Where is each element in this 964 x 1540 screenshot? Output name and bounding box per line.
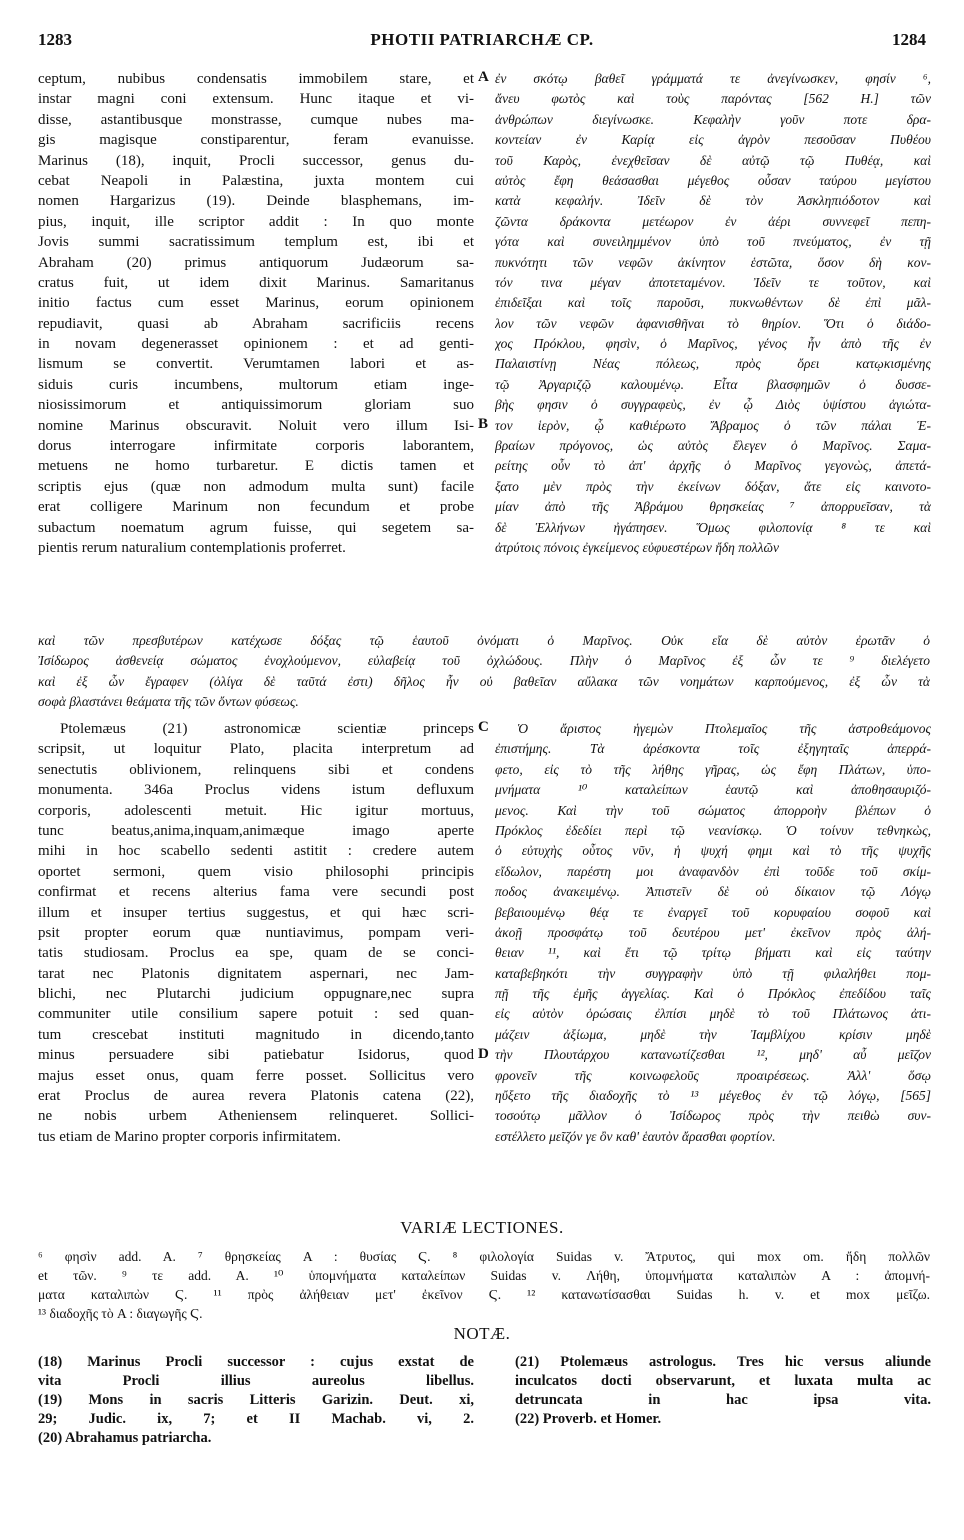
left-page-number: 1283 xyxy=(38,30,72,49)
text-line: repudiavit, quasi ab Abraham sacrificiis recens xyxy=(38,315,474,332)
text-line: disse, astantibusque monstrasse, cumque nubes ma- xyxy=(38,111,474,128)
text-line: κατὰ κεφαλήν. Ἰδεῖν δὲ τὸν Ἀσκληπιόδοτον καὶ xyxy=(495,193,931,209)
variant-reading-line: ⁶ φησὶν add. A. ⁷ θρησκείας A : θυσίας Ϛ. ⁸ φιλολογία Suidas v. Ἄτρυτος, qui mox om. ἤδη πολλῶν xyxy=(38,1249,930,1264)
text-line: ne nobis urbem Atheniensem relinqueret. Sollici- xyxy=(38,1108,474,1125)
text-line: μνήματα ¹⁰ καταλείπων ἑαυτῷ καὶ ἀποθησαυριζό- xyxy=(495,782,931,798)
text-line: siduis curis incumbens, multorum etiam inge- xyxy=(38,376,474,393)
text-line: Πρόκλος ἐδεδίει περὶ τῷ νεανίσκῳ. Ὁ τοίνυν τεθνηκὼς, xyxy=(495,822,931,838)
text-line: τῷ Ἀργαριζῷ καλουμένῳ. Εἶτα βλασφημῶν ὁ δυσσε- xyxy=(495,376,931,392)
text-line: monumenta. 346a Proclus videns istum defluxum xyxy=(38,782,474,799)
text-line: majus esset onus, quam ferre posset. Sollicitus vero xyxy=(38,1067,474,1084)
text-line: Παλαιστίνῃ Νέας πόλεως, πρὸς ὄρει κατῳκισμένης xyxy=(495,356,931,372)
text-line: πῇ τῆς ἐμῆς ἀγγελίας. Καὶ ὁ Πρόκλος ἐπεδίδου ταῖς xyxy=(495,986,931,1002)
text-line: λον τῶν νεφῶν ἀφανισθῆναι τὸ θηρίον. Ὅτι ὁ διάδο- xyxy=(495,315,931,331)
greek-column-bottom xyxy=(495,719,931,1147)
text-line: nomen Hargarizus (19). Deinde blasphemans, im- xyxy=(38,193,474,210)
greek-full-width-lines xyxy=(38,631,930,713)
text-line: Jovis summi sacratissimum templum est, ibi et xyxy=(38,234,474,251)
note-line: (20) Abrahamus patriarcha. xyxy=(38,1430,212,1446)
note-line: (18) Marinus Procli successor : cujus exstat de xyxy=(38,1354,474,1370)
text-line: καὶ τῶν πρεσβυτέρων κατέχωσε δόξας τῷ ἑαυτοῦ ὀνόματι ὁ Μαρῖνος. Οὐκ εἴα δὲ αὐτὸν ἐρωτᾶν ὁ xyxy=(38,633,930,648)
text-line: ζῶντα δράκοντα μετέωρον ἐν ἀέρι συννεφεῖ πεπη- xyxy=(495,213,931,229)
text-line: ἐν σκότῳ βαθεῖ γράμματά τε ἀνεγίνωσκεν, φησίν ⁶, xyxy=(495,71,931,86)
text-line: ἐπιδεῖξαι καὶ τοῖς παροῦσι, πυκνωθέντων δὲ ἐπὶ μᾶλ- xyxy=(495,295,931,311)
text-line: erat Proclus de aurea revera Platonis catena (22), xyxy=(38,1088,474,1105)
text-line: niosissimorum et antiquissimorum gloriam suo xyxy=(38,397,474,414)
text-line: minus persuadere sibi patiebatur Isidorus, quod xyxy=(38,1047,474,1064)
varia-lectiones-title: VARIÆ LECTIONES. xyxy=(400,1218,564,1237)
note-line: inculcatos docti observarunt, et luxata multa ac xyxy=(515,1373,931,1389)
text-line: illum et insuper tertius suggestus, et qui hæc scri- xyxy=(38,904,474,921)
text-line: psit propter eorum quæ nuntiavimus, pompam veri- xyxy=(38,924,474,941)
text-line: κοντείαν ἐν Καρίᾳ εἰς ἀγρὸν πεσοῦσαν Πυθέου xyxy=(495,132,931,148)
text-line: ρείτης οὖν τὸ ἀπ' ἀρχῆς ὁ Μαρῖνος γεγονὼς, ἀπετά- xyxy=(495,458,931,474)
variant-reading-line: et τῶν. ⁹ τε add. A. ¹⁰ ὑπομνήματα καταλείπων Suidas v. Λήθη, ὑπομνήματα καταλιπὼν A : ἀπομνή- xyxy=(38,1268,930,1283)
varia-lectiones xyxy=(38,1247,930,1323)
text-line: Ὁ ἄριστος ἡγεμὼν Πτολεμαῖος τῆς ἀστροθεάμονος xyxy=(517,721,931,736)
text-line: dorus interrogare infirmitate corporis laborantem, xyxy=(38,438,474,455)
text-line: tus etiam de Marino propter corporis infirmitatem. xyxy=(38,1128,341,1145)
text-line: tum crescebat instituti magnitudo in dicendo,tanto xyxy=(38,1026,474,1043)
note-line: vita Procli illius aureolus libellus. xyxy=(38,1373,474,1389)
text-line: confirmat et recens alterius fama vere secundi post xyxy=(38,884,474,901)
notae-title: NOTÆ. xyxy=(453,1324,511,1343)
text-line: pientis rerum naturalium contemplationis proferret. xyxy=(38,539,346,556)
text-line: τοῦ Καρὸς, ἐνεχθεῖσαν δὲ αὐτῷ τῷ Πυθέᾳ, καὶ xyxy=(495,152,931,168)
text-line: ξατο μὲν πρὸς τὴν ἐκείνων δόξαν, ἅτε εἰς καινοτο- xyxy=(495,478,931,494)
text-line: erat colligere Marinum non fecundum et probe xyxy=(38,499,474,516)
text-line: cebat Neapoli in Palæstina, juxta montem cui xyxy=(38,172,474,189)
text-line: εστέλλετο μεῖζόν γε ὂν καθ' ἑαυτὸν ἄρασθαι φορτίον. xyxy=(495,1128,776,1144)
variant-reading-line: ματα καταλιπὼν Ϛ. ¹¹ πρὸς ἀλήθειαν μετ' ἐκεῖνον Ϛ. ¹² κατανωτίσασθαι Suidas h. v. et mox μεῖζω. xyxy=(38,1287,930,1302)
text-line: instar magni coni extensum. Hunc itaque et vi- xyxy=(38,91,474,108)
note-line: detruncata in hac ipsa vita. xyxy=(515,1392,931,1408)
text-line: ἀκοῇ προσφάτῳ τοῦ δευτέρου μετ' ἐκεῖνον πρὸς ἀλή- xyxy=(495,924,931,940)
text-line: gis magisque constiparentur, feram evanuisse. xyxy=(38,132,474,149)
text-line: Abraham (20) primus antiquorum Judæorum sa- xyxy=(38,254,474,271)
text-line: δὲ Ἑλλήνων ἠγάπησεν. Ὅμως φιλοπονίᾳ ⁸ τε καὶ xyxy=(495,519,931,535)
text-line: εἰς αὐτὸν ὁρώσαις ἐλπίσι μηδὲ τὸ τοῦ Πλάτωνος ἀτι- xyxy=(495,1006,931,1022)
text-line: ἀτρύτοις πόνοις ἐγκείμενος εὐφυεστέρων ἤδη πολλῶν xyxy=(495,539,779,555)
text-line: μενος. Καὶ τὴν τοῦ σώματος ἀπορροὴν βλέπων ὁ xyxy=(495,802,931,818)
text-line: χος Πρόκλου, φησὶν, ὁ Μαρῖνος, γένος ἦν ἀπὸ τῆς ἐν xyxy=(495,336,931,352)
text-line: ποδος ἀνακειμένῳ. Ἀπιστεῖν δὲ οὐ δίκαιον τῷ Λόγῳ xyxy=(495,884,931,900)
latin-column-bottom xyxy=(38,719,474,1147)
text-line: tunc beatus,anima,inquam,animæque imago aperte xyxy=(38,822,474,839)
note-line: (21) Ptolemæus astrologus. Tres hic versus aliunde xyxy=(515,1354,931,1370)
text-line: senectutis oblivionem, relinquens sibi et condens xyxy=(38,761,474,778)
text-line: scriptis ejus (quæ non admodum multa sunt) facile xyxy=(38,478,474,495)
greek-column-top xyxy=(495,69,931,558)
text-line: in novam degenerasset opinionem : et ad genti- xyxy=(38,336,474,353)
text-line: βεβαιουμένῳ θέᾳ τε ἐναργεῖ τοῦ κορυφαίου σοφοῦ καὶ xyxy=(495,904,931,920)
text-line: pius, inquit, ille scriptor addit : In quo monte xyxy=(38,213,474,230)
text-line: μάζειν ἀξίωμα, μηδὲ τὴν Ἰαμβλίχου κρίσιν μηδὲ xyxy=(495,1026,931,1042)
text-line: τὴν Πλουτάρχου κατανωτίζεσθαι ¹², μηδ' αὖ μεῖζον xyxy=(495,1047,931,1063)
text-line: τοσούτῳ μᾶλλον ὁ Ἰσίδωρος πρὸς τὴν πειθὼ συν- xyxy=(495,1108,931,1124)
text-line: φετο, εἰς τὸ τῆς λήθης γῆρας, ὡς ἔφη Πλάτων, ὑπο- xyxy=(495,761,931,777)
text-line: σοφὰ βλαστάνει θεάματα τῆς τῶν ὄντων φύσεως. xyxy=(38,694,299,710)
text-line: εἴδωλον, παρέστη μοι ἀναφανδὸν ἐπὶ τοῦδε τοῦ σκίμ- xyxy=(495,863,931,879)
text-line: ἀνθρώπων διεγίνωσκε. Κεφαλὴν γοῦν ποτε δρα- xyxy=(495,111,931,127)
text-line: ceptum, nubibus condensatis immobilem stare, et xyxy=(38,71,474,87)
text-line: Marinus (18), inquit, Procli successor, genus du- xyxy=(38,152,474,169)
text-line: blichi, nec Plutarchi judicium oppugnare,nec supra xyxy=(38,986,474,1003)
text-line: nomine Marinus obscuravit. Noluit vero illum Isi- xyxy=(38,417,474,434)
text-line: τόν τινα μέγαν ἀποτεταμένον. Ἰδεῖν τε τοῦτον, καὶ xyxy=(495,274,931,290)
note-line: 29; Judic. ix, 7; et II Machab. vi, 2. xyxy=(38,1411,474,1427)
text-line: cratus fuit, ut idem dixit Marinus. Samaritanus xyxy=(38,274,474,291)
page-header xyxy=(38,30,926,56)
variant-reading-line: ¹³ διαδοχῆς τὸ A : διαγωγῆς Ϛ. xyxy=(38,1306,203,1321)
margin-marker-a: A xyxy=(478,69,489,85)
text-line: τον ἱερὸν, ᾧ καθιέρωτο Ἄβραμος ὁ τῶν πάλαι Ἑ- xyxy=(495,417,931,433)
text-line: βὴς φησιν ὁ συγγραφεὺς, ἐν ᾧ Διὸς ὑψίστου ἁγιώτα- xyxy=(495,397,931,413)
text-line: metuens ne homo turbaretur. E dictis tamen et xyxy=(38,458,474,475)
text-line: Ptolemæus (21) astronomicæ scientiæ princeps xyxy=(60,721,474,737)
notes-right-column xyxy=(515,1353,931,1429)
text-line: θειαν ¹¹, καὶ ἔτι τῷ τρίτῳ βήματι καὶ εἰς ταύτην xyxy=(495,945,931,961)
text-line: μίαν ἀπὸ τῆς Ἀβράμου θρησκείας ⁷ ἀπορρυεῖσαν, τὰ xyxy=(495,499,931,515)
margin-marker-b: B xyxy=(478,416,489,432)
text-line: tarat nec Platonis dignitatem aspernari, nec Jam- xyxy=(38,965,474,982)
text-line: φρονεῖν τῆς κοινωφελοῦς προαιρέσεως. Ἀλλ' ὅσῳ xyxy=(495,1067,931,1083)
note-line: (19) Mons in sacris Litteris Garizin. Deut. xi, xyxy=(38,1392,474,1408)
text-line: subactum noematum agrum fuisse, qui segetem sa- xyxy=(38,519,474,536)
text-line: ὁ εὐτυχὴς οὗτος νῦν, ἡ ψυχή φημι καὶ τὸ τῆς ψυχῆς xyxy=(495,843,931,859)
right-page-number: 1284 xyxy=(892,30,926,49)
text-line: Ἰσίδωρος ἀσθενείᾳ σώματος ἐνοχλούμενον, εὐλαβείᾳ τοῦ ὀχλώδους. Πλὴν ὁ Μαρῖνος ἐξ ὧν τε ⁹ διελέγετο xyxy=(38,653,930,669)
text-line: καταβεβηκότι τὴν συγγραφὴν ὑπὸ τῇ φιλαλήθει πομ- xyxy=(495,965,931,981)
text-line: ηὔξετο τῆς διαδοχῆς τὸ ¹³ μέγεθος ἐν τῷ λόγῳ, [565] xyxy=(495,1088,931,1104)
text-line: scripsit, ut loquitur Plato, placita interpretum ad xyxy=(38,741,474,758)
text-line: γότα καὶ συνειλημμένον ὑπὸ τοῦ πνεύματος, ἐν τῇ xyxy=(495,234,931,250)
text-line: βραίων πρόγονος, ὡς αὐτὸς ἔλεγεν ὁ Μαρῖνος. Σαμα- xyxy=(495,438,931,454)
text-line: καὶ ἐξ ὧν ἔγραφεν (ὀλίγα δὲ ταῦτά ἐστι) δῆλος ἦν οὐ βαθεῖαν αὔλακα τῶν νοημάτων καρπούμενος, ἐξ ὧν τὰ xyxy=(38,673,930,689)
text-line: corporis, adolescenti metuit. Hic igitur mortuus, xyxy=(38,802,474,819)
notes-left-column xyxy=(38,1353,474,1448)
text-line: tatis studiosam. Proclus ea spe, quam de se conci- xyxy=(38,945,474,962)
text-line: mihi in hoc scabello sedenti astitit : credere autem xyxy=(38,843,474,860)
margin-marker-c: C xyxy=(478,719,489,735)
running-title: PHOTII PATRIARCHÆ CP. xyxy=(370,30,594,49)
text-line: oportet sermoni, quem visio philosophi principis xyxy=(38,863,474,880)
margin-marker-d: D xyxy=(478,1046,489,1062)
text-line: πυκνότητι τῶν νεφῶν ἀκίνητον ἑστῶτα, ὅσον δὴ κον- xyxy=(495,254,931,270)
text-line: initio factus cum esset Marinus, eorum opinionem xyxy=(38,295,474,312)
text-line: communiter utile consilium sapere potuit : sed quan- xyxy=(38,1006,474,1023)
text-line: ἄνευ φωτὸς καὶ τοὺς παρόντας [562 H.] τῶν xyxy=(495,91,931,107)
note-line: (22) Proverb. et Homer. xyxy=(515,1411,662,1427)
text-line: αὐτὸς ἔφη θεάσασθαι μέγεθος οὖσαν ταύρου μεγίστου xyxy=(495,172,931,188)
latin-column-top xyxy=(38,69,474,558)
text-line: lismum se convertit. Verumtamen labori et as- xyxy=(38,356,474,373)
text-line: ἐπιστήμης. Τὰ ἀρέσκοντα τοῖς ἐξηγηταῖς ἀπερρά- xyxy=(495,741,931,757)
